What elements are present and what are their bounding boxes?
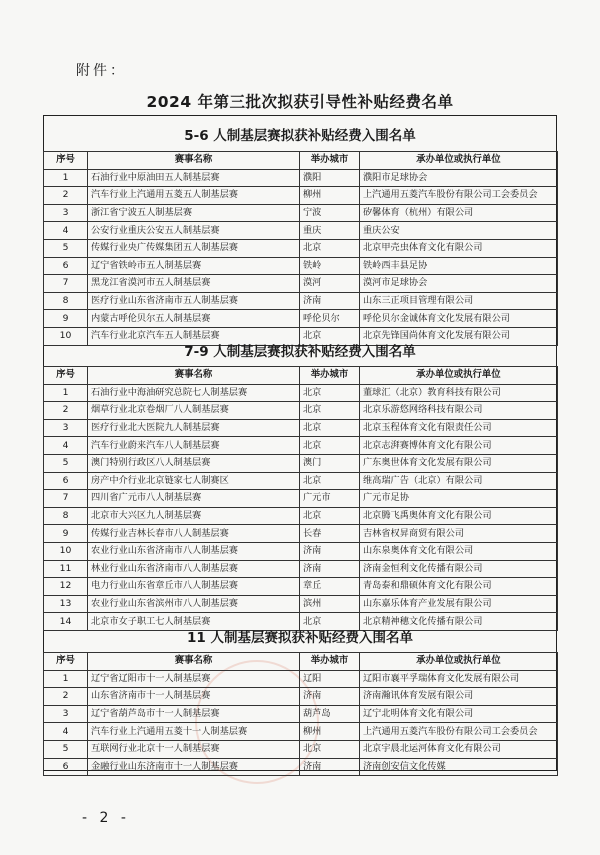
host-city: 长春 (300, 525, 360, 543)
table-row (44, 758, 558, 776)
organizer: 济南金恒利文化传播有限公司 (360, 560, 558, 578)
table-row (44, 292, 558, 310)
event-name: 内蒙古呼伦贝尔五人制基层赛 (88, 310, 300, 328)
host-city: 北京 (300, 327, 360, 345)
host-city: 漠河 (300, 275, 360, 293)
table-row (44, 560, 558, 578)
row-index: 4 (44, 723, 88, 741)
host-city: 滨州 (300, 595, 360, 613)
organizer: 广东奥世体育文化发展有限公司 (360, 454, 558, 472)
host-city: 北京 (300, 740, 360, 758)
row-index: 7 (44, 490, 88, 508)
organizer: 呼伦贝尔金诚体育文化发展有限公司 (360, 310, 558, 328)
event-name: 澳门特别行政区八人制基层赛 (88, 454, 300, 472)
event-name: 医疗行业山东省济南市五人制基层赛 (88, 292, 300, 310)
event-name: 农业行业山东省济南市八人制基层赛 (88, 542, 300, 560)
organizer: 北京玉程体育文化有限责任公司 (360, 419, 558, 437)
column-header: 承办单位或执行单位 (360, 367, 558, 385)
organizer: 广元市足协 (360, 490, 558, 508)
organizer: 矽馨体育（杭州）有限公司 (360, 204, 558, 222)
event-name: 辽宁省葫芦岛市十一人制基层赛 (88, 705, 300, 723)
host-city: 北京 (300, 507, 360, 525)
host-city: 北京 (300, 239, 360, 257)
table-row (44, 239, 558, 257)
table-header-row (44, 152, 558, 170)
event-name: 农业行业山东省滨州市八人制基层赛 (88, 595, 300, 613)
row-index: 2 (44, 402, 88, 420)
row-index: 6 (44, 257, 88, 275)
table-row (44, 595, 558, 613)
row-index: 10 (44, 327, 88, 345)
section-title: 7-9 人制基层赛拟获补贴经费入围名单 (184, 344, 416, 360)
event-name: 传媒行业央广传媒集团五人制基层赛 (88, 239, 300, 257)
organizer: 山东泉奥体育文化有限公司 (360, 542, 558, 560)
organizer: 濮阳市足球协会 (360, 169, 558, 187)
organizer: 济南创安信文化传媒 (360, 758, 558, 776)
table-row (44, 310, 558, 328)
table-row (44, 169, 558, 187)
organizer: 北京乐游悠网络科技有限公司 (360, 402, 558, 420)
host-city: 济南 (300, 292, 360, 310)
table-row (44, 204, 558, 222)
event-name: 黑龙江省漠河市五人制基层赛 (88, 275, 300, 293)
row-index: 12 (44, 578, 88, 596)
section-title: 11 人制基层赛拟获补贴经费入围名单 (187, 630, 413, 646)
host-city: 北京 (300, 613, 360, 631)
row-index: 2 (44, 688, 88, 706)
column-header: 承办单位或执行单位 (360, 653, 558, 671)
table-row (44, 507, 558, 525)
host-city: 济南 (300, 758, 360, 776)
table-row (44, 490, 558, 508)
host-city: 呼伦贝尔 (300, 310, 360, 328)
table-row (44, 454, 558, 472)
row-index: 13 (44, 595, 88, 613)
column-header: 赛事名称 (88, 653, 300, 671)
host-city: 铁岭 (300, 257, 360, 275)
organizer: 铁岭西丰县足协 (360, 257, 558, 275)
page-title: 2024 年第三批次拟获引导性补贴经费名单 (146, 93, 454, 111)
table-row (44, 419, 558, 437)
host-city: 柳州 (300, 187, 360, 205)
host-city: 北京 (300, 402, 360, 420)
event-name: 四川省广元市八人制基层赛 (88, 490, 300, 508)
column-header: 举办城市 (300, 367, 360, 385)
table-row (44, 525, 558, 543)
column-header: 赛事名称 (88, 152, 300, 170)
organizer: 山东三正项目管理有限公司 (360, 292, 558, 310)
event-name: 北京市女子职工七人制基层赛 (88, 613, 300, 631)
page-number: - 2 - (82, 810, 130, 826)
table-row (44, 472, 558, 490)
row-index: 9 (44, 310, 88, 328)
event-name: 医疗行业北大医院九人制基层赛 (88, 419, 300, 437)
host-city: 北京 (300, 437, 360, 455)
event-name: 公安行业重庆公安五人制基层赛 (88, 222, 300, 240)
organizer: 北京腾飞禹奥体育文化有限公司 (360, 507, 558, 525)
table-row (44, 187, 558, 205)
event-name: 汽车行业北京汽车五人制基层赛 (88, 327, 300, 345)
table-row (44, 705, 558, 723)
row-index: 4 (44, 437, 88, 455)
organizer: 北京先锋国尚体育文化发展有限公司 (360, 327, 558, 345)
event-name: 浙江省宁波五人制基层赛 (88, 204, 300, 222)
section-title: 5-6 人制基层赛拟获补贴经费入围名单 (184, 128, 416, 144)
row-index: 1 (44, 670, 88, 688)
organizer: 北京甲壳虫体育文化有限公司 (360, 239, 558, 257)
table-row (44, 222, 558, 240)
organizer: 重庆公安 (360, 222, 558, 240)
row-index: 9 (44, 525, 88, 543)
event-name: 烟草行业北京卷烟厂八人制基层赛 (88, 402, 300, 420)
row-index: 5 (44, 454, 88, 472)
organizer: 辽阳市襄平孚瑞体育文化发展有限公司 (360, 670, 558, 688)
column-header: 承办单位或执行单位 (360, 152, 558, 170)
event-name: 辽宁省辽阳市十一人制基层赛 (88, 670, 300, 688)
organizer: 北京宇晨北运河体育文化有限公司 (360, 740, 558, 758)
row-index: 6 (44, 758, 88, 776)
row-index: 7 (44, 275, 88, 293)
table-row (44, 275, 558, 293)
organizer: 维高瑞广告（北京）有限公司 (360, 472, 558, 490)
host-city: 章丘 (300, 578, 360, 596)
roster-table (43, 652, 558, 776)
host-city: 北京 (300, 472, 360, 490)
table-row (44, 670, 558, 688)
row-index: 3 (44, 705, 88, 723)
column-header: 序号 (44, 152, 88, 170)
host-city: 澳门 (300, 454, 360, 472)
table-row (44, 437, 558, 455)
row-index: 10 (44, 542, 88, 560)
column-header: 举办城市 (300, 152, 360, 170)
event-name: 汽车行业上汽通用五菱五人制基层赛 (88, 187, 300, 205)
column-header: 赛事名称 (88, 367, 300, 385)
row-index: 3 (44, 204, 88, 222)
host-city: 宁波 (300, 204, 360, 222)
organizer: 北京志湃赛博体育文化有限公司 (360, 437, 558, 455)
event-name: 石油行业中原油田五人制基层赛 (88, 169, 300, 187)
organizer: 北京精神穗文化传播有限公司 (360, 613, 558, 631)
column-header: 序号 (44, 367, 88, 385)
row-index: 2 (44, 187, 88, 205)
table-row (44, 723, 558, 741)
organizer: 上汽通用五菱汽车股份有限公司工会委员会 (360, 723, 558, 741)
event-name: 辽宁省铁岭市五人制基层赛 (88, 257, 300, 275)
row-index: 8 (44, 292, 88, 310)
event-name: 汽车行业上汽通用五菱十一人制基层赛 (88, 723, 300, 741)
organizer: 辽宁北明体育文化有限公司 (360, 705, 558, 723)
table-row (44, 542, 558, 560)
event-name: 石油行业中海油研究总院七人制基层赛 (88, 384, 300, 402)
event-name: 林业行业山东省济南市八人制基层赛 (88, 560, 300, 578)
row-index: 5 (44, 740, 88, 758)
table-row (44, 384, 558, 402)
host-city: 柳州 (300, 723, 360, 741)
event-name: 山东省济南市十一人制基层赛 (88, 688, 300, 706)
host-city: 济南 (300, 688, 360, 706)
table-row (44, 257, 558, 275)
event-name: 互联网行业北京十一人制基层赛 (88, 740, 300, 758)
table-header-row (44, 653, 558, 671)
event-name: 汽车行业蔚来汽车八人制基层赛 (88, 437, 300, 455)
table-row (44, 688, 558, 706)
row-index: 11 (44, 560, 88, 578)
organizer: 上汽通用五菱汽车股份有限公司工会委员会 (360, 187, 558, 205)
host-city: 濮阳 (300, 169, 360, 187)
event-name: 房产中介行业北京链家七人制赛区 (88, 472, 300, 490)
row-index: 5 (44, 239, 88, 257)
event-name: 北京市大兴区九人制基层赛 (88, 507, 300, 525)
organizer: 青岛泰和鼎硕体育文化有限公司 (360, 578, 558, 596)
organizer: 济南瀚讯体育发展有限公司 (360, 688, 558, 706)
attachment-label: 附件： (76, 63, 127, 79)
event-name: 电力行业山东省章丘市八人制基层赛 (88, 578, 300, 596)
row-index: 1 (44, 169, 88, 187)
host-city: 济南 (300, 542, 360, 560)
row-index: 8 (44, 507, 88, 525)
column-header: 序号 (44, 653, 88, 671)
table-row (44, 578, 558, 596)
table-header-row (44, 367, 558, 385)
row-index: 6 (44, 472, 88, 490)
organizer: 山东嘉乐体育产业发展有限公司 (360, 595, 558, 613)
organizer: 董球汇（北京）教育科技有限公司 (360, 384, 558, 402)
column-header: 举办城市 (300, 653, 360, 671)
host-city: 重庆 (300, 222, 360, 240)
table-row (44, 740, 558, 758)
host-city: 北京 (300, 384, 360, 402)
host-city: 葫芦岛 (300, 705, 360, 723)
host-city: 广元市 (300, 490, 360, 508)
row-index: 14 (44, 613, 88, 631)
event-name: 传媒行业吉林长春市八人制基层赛 (88, 525, 300, 543)
row-index: 4 (44, 222, 88, 240)
organizer: 吉林省权昇商贸有限公司 (360, 525, 558, 543)
row-index: 3 (44, 419, 88, 437)
host-city: 济南 (300, 560, 360, 578)
organizer: 漠河市足球协会 (360, 275, 558, 293)
roster-table (43, 151, 558, 346)
table-row (44, 402, 558, 420)
host-city: 北京 (300, 419, 360, 437)
event-name: 金融行业山东济南市十一人制基层赛 (88, 758, 300, 776)
host-city: 辽阳 (300, 670, 360, 688)
roster-table (43, 366, 558, 631)
row-index: 1 (44, 384, 88, 402)
